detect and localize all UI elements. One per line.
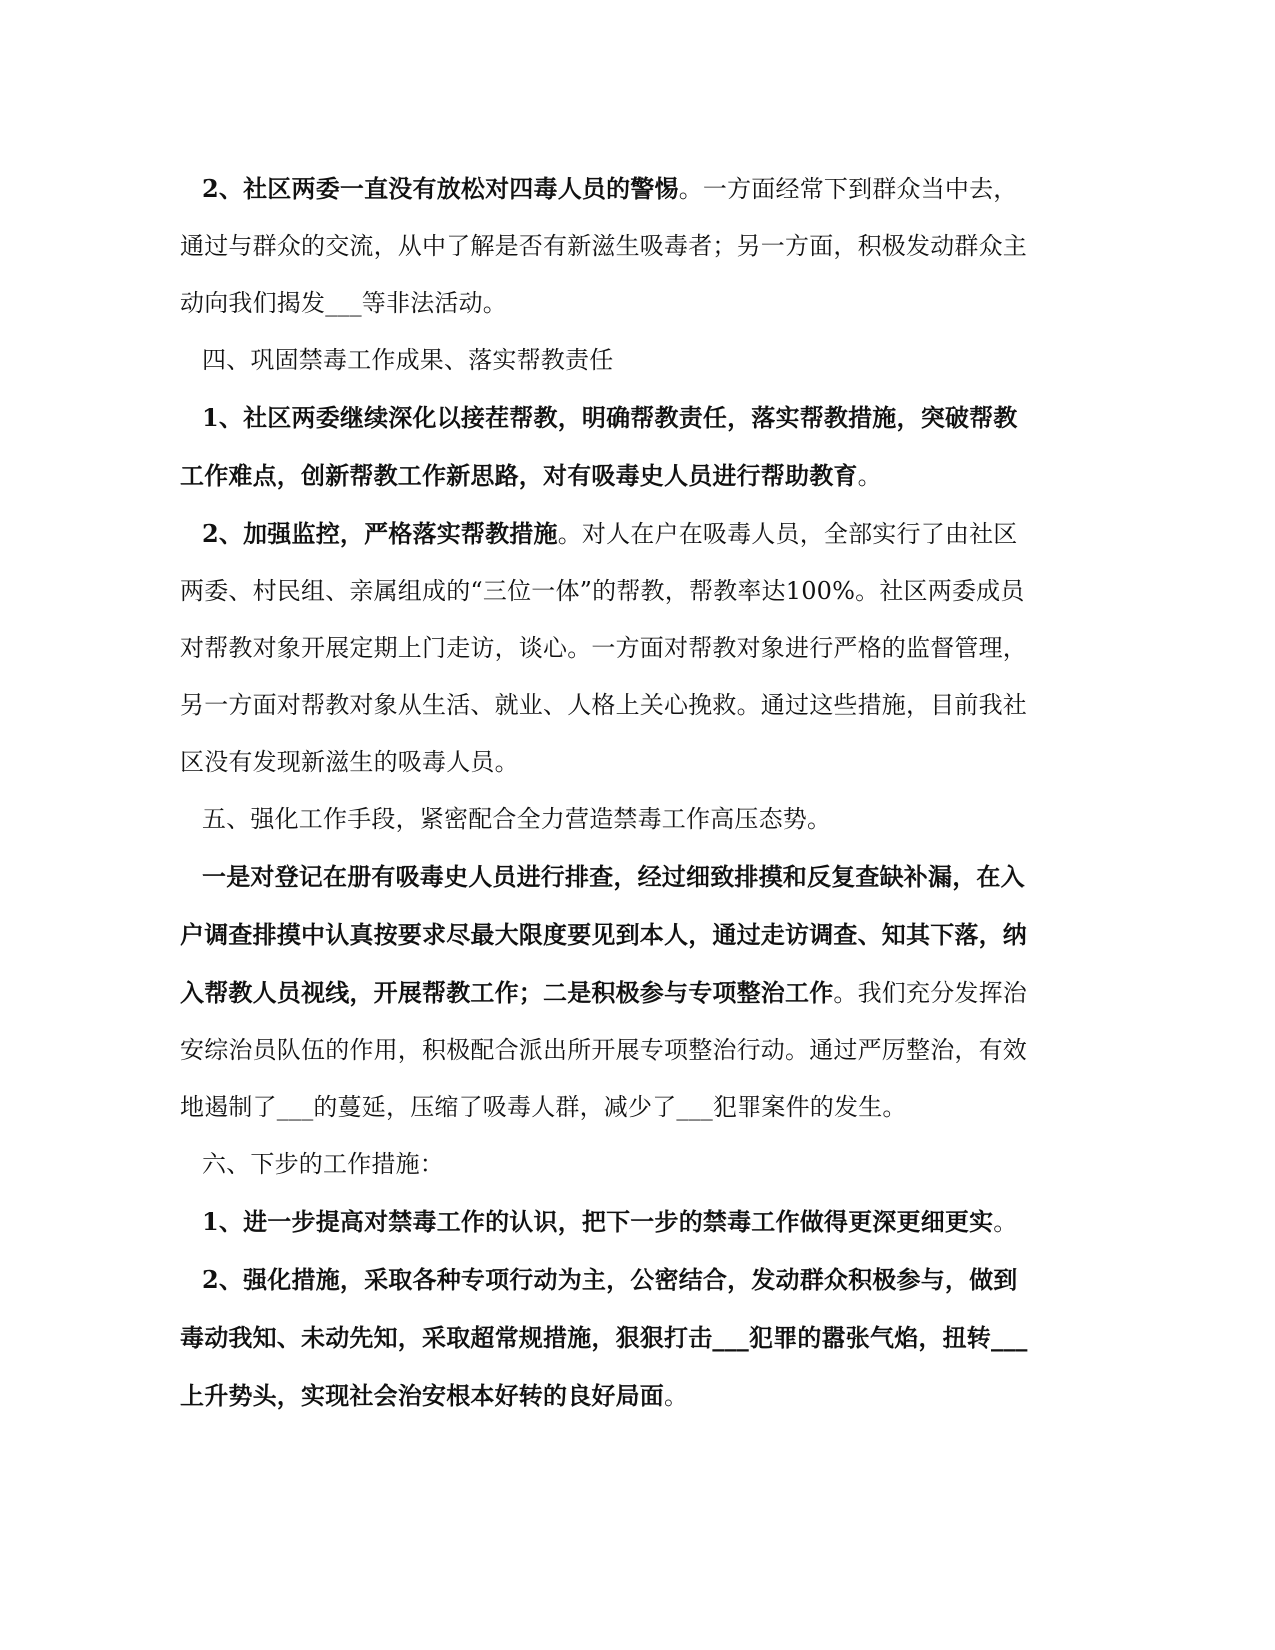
paragraph-1 xyxy=(180,160,1040,332)
paragraph-2 xyxy=(180,389,1040,505)
paragraph-6-bold: 2、强化措施，采取各种专项行动为主，公密结合，发动群众积极参与，做到毒动我知、未动先知，采取超常规措施，狠狠打击___犯罪的嚣张气焰，扭转___上升势头，实现社会治安根本好转的良好局面 xyxy=(180,1265,1028,1410)
paragraph-4 xyxy=(180,848,1040,1136)
paragraph-5-bold: 1、进一步提高对禁毒工作的认识，把下一步的禁毒工作做得更深更细更实 xyxy=(202,1207,994,1236)
paragraph-3-bold: 2、加强监控，严格落实帮教措施 xyxy=(202,519,558,548)
paragraph-2-bold: 1、社区两委继续深化以接茬帮教，明确帮教责任，落实帮教措施，突破帮教工作难点，创新帮教工作新思路，对有吸毒史人员进行帮助教育 xyxy=(180,403,1018,490)
paragraph-4-text: 。我们充分发挥治安综治员队伍的作用，积极配合派出所开展专项整治行动。通过严厉整治，有效地遏制了___的蔓延，压缩了吸毒人群，减少了___犯罪案件的发生。 xyxy=(180,979,1028,1121)
paragraph-3-text: 。对人在户在吸毒人员，全部实行了由社区两委、村民组、亲属组成的“三位一体”的帮教，帮教率达100%。社区两委成员对帮教对象开展定期上门走访，谈心。一方面对帮教对象进行严格的监督管理，另一方面对帮教对象从生活、就业、人格上关心挽救。通过这些措施，目前我社区没有发现新滋生的吸毒人员。 xyxy=(180,520,1027,776)
paragraph-3 xyxy=(180,505,1040,791)
paragraph-5 xyxy=(180,1193,1040,1251)
paragraph-1-bold: 2、社区两委一直没有放松对四毒人员的警惕 xyxy=(202,174,679,203)
section-heading-5: 五、强化工作手段，紧密配合全力营造禁毒工作高压态势。 xyxy=(202,805,832,833)
section-heading-4: 四、巩固禁毒工作成果、落实帮教责任 xyxy=(202,346,614,374)
section-heading-6: 六、下步的工作措施： xyxy=(202,1150,444,1178)
paragraph-1-text: 。一方面经常下到群众当中去，通过与群众的交流，从中了解是否有新滋生吸毒者；另一方面，积极发动群众主动向我们揭发___等非法活动。 xyxy=(180,175,1027,317)
paragraph-6-text: 。 xyxy=(664,1382,689,1410)
paragraph-2-text: 。 xyxy=(857,462,882,490)
paragraph-5-text: 。 xyxy=(993,1208,1018,1236)
document-page xyxy=(180,160,1040,1425)
paragraph-6 xyxy=(180,1251,1040,1425)
paragraph-4-bold: 一是对登记在册有吸毒史人员进行排查，经过细致排摸和反复查缺补漏，在入户调查排摸中认真按要求尽最大限度要见到本人，通过走访调查、知其下落，纳入帮教人员视线，开展帮教工作；二是积极参与专项整治工作 xyxy=(180,862,1027,1007)
